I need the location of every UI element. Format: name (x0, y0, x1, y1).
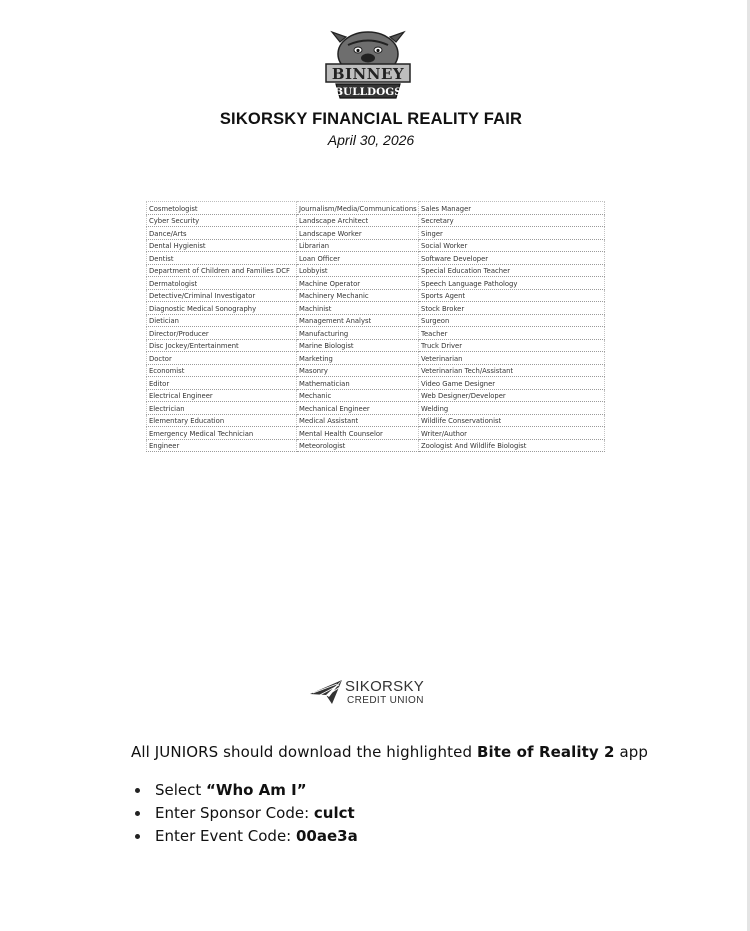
table-row (147, 377, 605, 390)
step-value: “Who Am I” (206, 781, 307, 799)
career-cell: Librarian (297, 239, 419, 252)
career-cell: Dental Hygienist (147, 239, 297, 252)
career-cell: Electrician (147, 402, 297, 415)
table-row (147, 302, 605, 315)
sponsor-code: culct (313, 804, 355, 822)
career-cell: Software Developer (419, 252, 605, 265)
career-cell: Dietician (147, 314, 297, 327)
career-cell: Masonry (297, 364, 419, 377)
table-row (147, 252, 605, 265)
table-row (147, 264, 605, 277)
table-row (147, 277, 605, 290)
sponsor-subtitle: CREDIT UNION (347, 695, 424, 706)
school-logo (318, 28, 418, 104)
career-cell: Veterinarian (419, 352, 605, 365)
career-cell: Video Game Designer (419, 377, 605, 390)
career-cell: Electrical Engineer (147, 389, 297, 402)
page-title: SIKORSKY FINANCIAL REALITY FAIR (219, 110, 523, 128)
sponsor-mark-icon (309, 679, 343, 705)
career-cell: Medical Assistant (297, 414, 419, 427)
career-cell: Writer/Author (419, 427, 605, 440)
career-cell: Stock Broker (419, 302, 605, 315)
career-cell: Lobbyist (297, 264, 419, 277)
career-cell: Engineer (147, 439, 297, 452)
event-code: 00ae3a (296, 827, 358, 845)
career-cell: Zoologist And Wildlife Biologist (419, 439, 605, 452)
table-row (147, 202, 605, 215)
career-cell: Diagnostic Medical Sonography (147, 302, 297, 315)
download-instruction (131, 743, 648, 761)
instruction-prefix: All JUNIORS should download the highlighted (131, 743, 477, 761)
career-cell: Machinery Mechanic (297, 289, 419, 302)
career-cell: Management Analyst (297, 314, 419, 327)
table-row (147, 427, 605, 440)
career-cell: Sales Manager (419, 202, 605, 215)
table-row (147, 339, 605, 352)
table-row (147, 227, 605, 240)
table-row (147, 327, 605, 340)
career-cell: Social Worker (419, 239, 605, 252)
career-cell: Sports Agent (419, 289, 605, 302)
table-row (147, 289, 605, 302)
career-cell: Veterinarian Tech/Assistant (419, 364, 605, 377)
career-cell: Secretary (419, 214, 605, 227)
logo-team-name: BULLDOGS (334, 86, 402, 98)
step-item (131, 803, 358, 826)
step-label: Select (155, 781, 207, 799)
career-cell: Economist (147, 364, 297, 377)
career-cell: Dance/Arts (147, 227, 297, 240)
steps-list (131, 780, 358, 849)
career-cell: Editor (147, 377, 297, 390)
career-cell: Meteorologist (297, 439, 419, 452)
event-date: April 30, 2026 (327, 132, 415, 148)
career-cell: Dentist (147, 252, 297, 265)
career-cell: Machinist (297, 302, 419, 315)
table-row (147, 414, 605, 427)
career-cell: Cosmetologist (147, 202, 297, 215)
career-cell: Mechanical Engineer (297, 402, 419, 415)
career-cell: Web Designer/Developer (419, 389, 605, 402)
step-item (131, 780, 358, 803)
career-cell: Doctor (147, 352, 297, 365)
instruction-suffix: app (614, 743, 648, 761)
career-cell: Emergency Medical Technician (147, 427, 297, 440)
career-cell: Special Education Teacher (419, 264, 605, 277)
step-label: Enter Event Code: (155, 827, 296, 845)
table-row (147, 389, 605, 402)
table-row (147, 364, 605, 377)
sponsor-name: SIKORSKY (345, 678, 425, 695)
table-row (147, 314, 605, 327)
career-cell: Landscape Worker (297, 227, 419, 240)
app-name: Bite of Reality 2 (476, 743, 615, 761)
career-cell: Marketing (297, 352, 419, 365)
career-cell: Speech Language Pathology (419, 277, 605, 290)
careers-table (146, 201, 605, 452)
logo-school-name: BINNEY (331, 65, 405, 83)
career-cell: Journalism/Media/Communications (297, 202, 419, 215)
career-cell: Manufacturing (297, 327, 419, 340)
career-cell: Director/Producer (147, 327, 297, 340)
table-row (147, 439, 605, 452)
career-cell: Loan Officer (297, 252, 419, 265)
step-item (131, 826, 358, 849)
career-cell: Welding (419, 402, 605, 415)
step-label: Enter Sponsor Code: (155, 804, 314, 822)
career-cell: Mental Health Counselor (297, 427, 419, 440)
career-cell: Mechanic (297, 389, 419, 402)
table-row (147, 214, 605, 227)
career-cell: Dermatologist (147, 277, 297, 290)
career-cell: Disc Jockey/Entertainment (147, 339, 297, 352)
career-cell: Cyber Security (147, 214, 297, 227)
career-cell: Teacher (419, 327, 605, 340)
career-cell: Marine Biologist (297, 339, 419, 352)
career-cell: Department of Children and Families DCF (147, 264, 297, 277)
sponsor-logo (309, 677, 439, 709)
career-cell: Detective/Criminal Investigator (147, 289, 297, 302)
career-cell: Truck Driver (419, 339, 605, 352)
career-cell: Landscape Architect (297, 214, 419, 227)
table-row (147, 352, 605, 365)
career-cell: Wildlife Conservationist (419, 414, 605, 427)
career-cell: Singer (419, 227, 605, 240)
career-cell: Mathematician (297, 377, 419, 390)
table-row (147, 239, 605, 252)
career-cell: Surgeon (419, 314, 605, 327)
career-cell: Machine Operator (297, 277, 419, 290)
career-cell: Elementary Education (147, 414, 297, 427)
table-row (147, 402, 605, 415)
